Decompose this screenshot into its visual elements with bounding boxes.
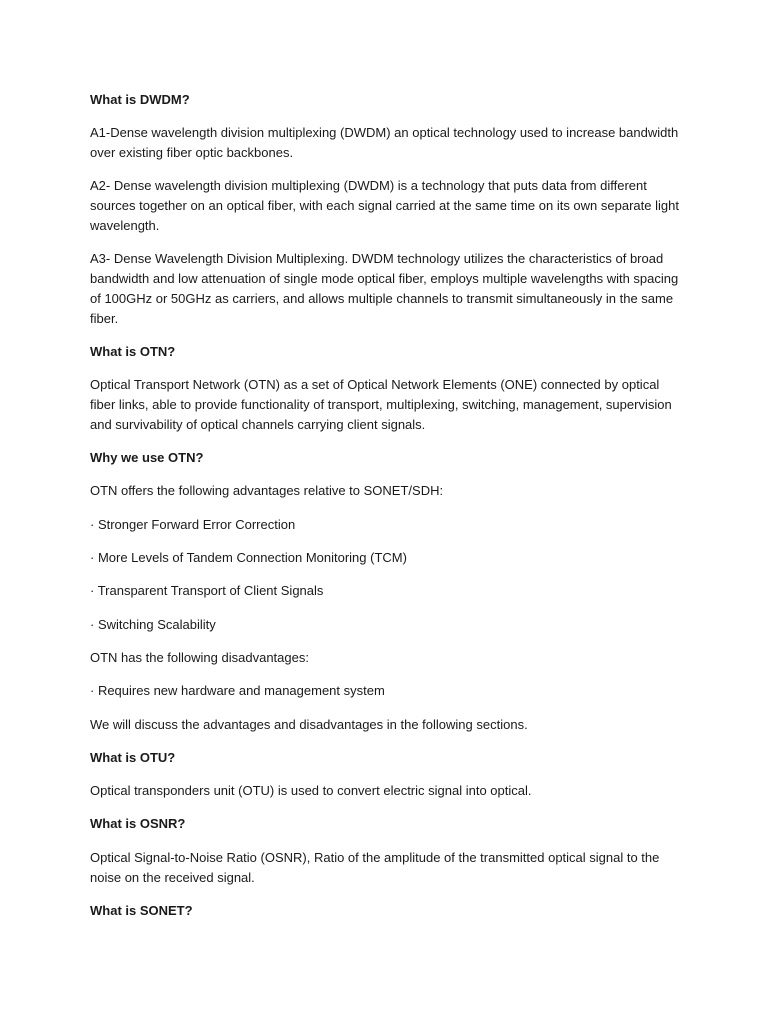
paragraph-otn-disadvantages-intro: OTN has the following disadvantages: [90, 649, 309, 665]
heading-what-is-osnr: What is OSNR? [90, 816, 186, 832]
heading-what-is-otu: What is OTU? [90, 749, 176, 765]
paragraph-otn-advantages-intro: OTN offers the following advantages relative to SONET/SDH: [90, 483, 444, 499]
paragraph-dwdm-a3: A3- Dense Wavelength Division Multiplexing. DWDM technology utilizes the characteristics of broad bandwidth and low attenuation of single mode optical fiber, employs multiple wavelengths with spacing of 100GHz or 50GHz as carriers, and allows multiple channels to transmit simultaneously in the same fiber. [90, 251, 679, 326]
bullet-item: · Requires new hardware and management system [90, 683, 385, 699]
heading-why-use-otn: Why we use OTN? [90, 450, 204, 466]
heading-what-is-dwdm: What is DWDM? [90, 92, 190, 107]
paragraph-dwdm-a2: A2- Dense wavelength division multiplexing (DWDM) is a technology that puts data from different sources together on an optical fiber, with each signal carried at the same time on its own separate light wavelength. [90, 178, 679, 233]
paragraph-otu-definition: Optical transponders unit (OTU) is used to convert electric signal into optical. [90, 783, 532, 799]
bullet-item: · More Levels of Tandem Connection Monitoring (TCM) [90, 550, 407, 566]
document-body [90, 90, 686, 934]
heading-what-is-sonet: What is SONET? [90, 902, 193, 918]
paragraph-otn-definition: Optical Transport Network (OTN) as a set of Optical Network Elements (ONE) connected by optical fiber links, able to provide functionality of transport, multiplexing, switching, management, supervision and survivability of optical channels carrying client signals. [90, 377, 672, 432]
heading-what-is-otn: What is OTN? [90, 343, 176, 359]
paragraph-dwdm-a1: A1-Dense wavelength division multiplexing (DWDM) an optical technology used to increase bandwidth over existing fiber optic backbones. [90, 125, 679, 161]
paragraph-osnr-definition: Optical Signal-to-Noise Ratio (OSNR), Ratio of the amplitude of the transmitted optical signal to the noise on the received signal. [90, 849, 660, 885]
bullet-item: · Switching Scalability [90, 616, 216, 632]
bullet-item: · Transparent Transport of Client Signals [90, 583, 324, 599]
paragraph-discussion-note: We will discuss the advantages and disadvantages in the following sections. [90, 716, 528, 732]
bullet-item: · Stronger Forward Error Correction [90, 516, 296, 532]
